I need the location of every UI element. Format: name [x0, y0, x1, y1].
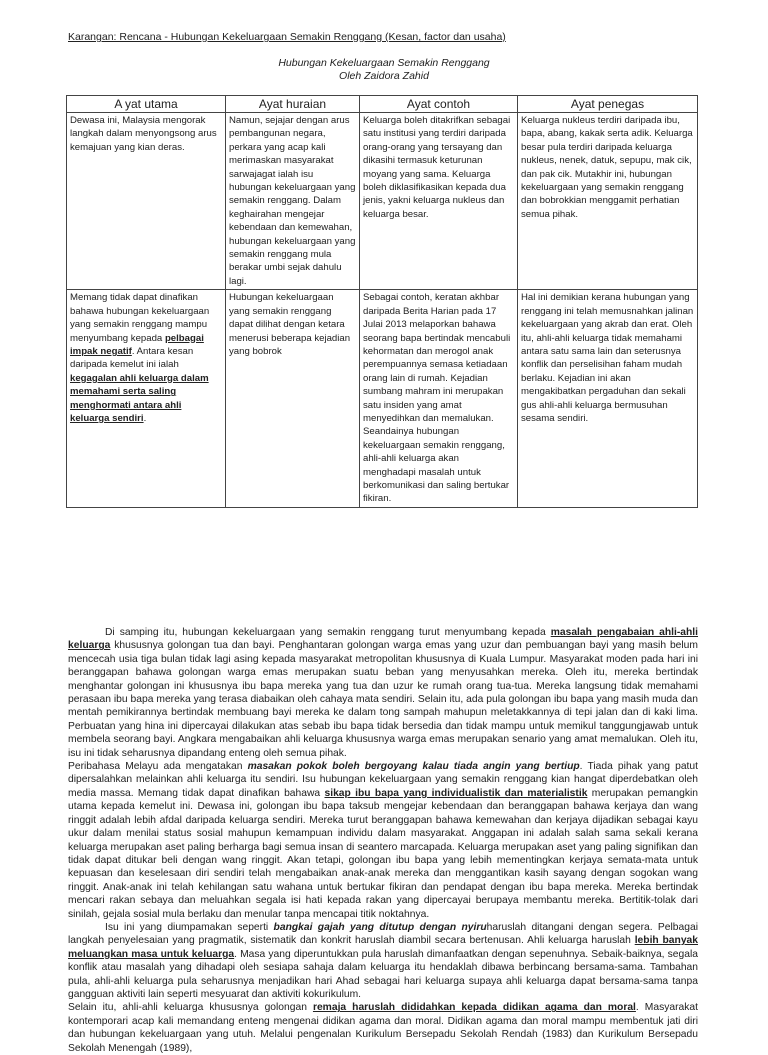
key-phrase: remaja haruslah dididahkan kepada didikan agama dan moral: [312, 1002, 636, 1014]
essay-body: [68, 626, 698, 1055]
table-row: [67, 113, 698, 290]
text-run: .: [143, 412, 147, 424]
essay-paragraph: [68, 1001, 698, 1055]
key-phrase: kegagalan ahli keluarga dalam memahami serta saling menghormati antara ahli keluarga sendiri: [70, 372, 209, 424]
cell-huraian: Hubungan kekeluargaan yang semakin renggang dapat dilihat dengan ketara menerusi beberapa kejadian yang bobrok: [226, 290, 360, 508]
article-title: Hubungan Kekeluargaan Semakin Renggang: [278, 57, 490, 69]
key-phrase: sikap ibu bapa yang individualistik dan materialistik: [324, 787, 588, 799]
text-run: Di samping itu, hubungan kekeluargaan yang semakin renggang turut menyumbang kepada: [105, 627, 551, 638]
table-header-row: [67, 96, 698, 113]
essay-paragraph: [68, 921, 698, 1001]
cell-utama: Dewasa ini, Malaysia mengorak langkah dalam menyongsong arus kemajuan yang kian deras.: [67, 113, 226, 290]
table-row: [67, 290, 698, 508]
text-run: Selain itu, ahli-ahli keluarga khususnya golongan: [68, 1002, 313, 1014]
paragraph-structure-table: [66, 95, 698, 508]
text-run: Isu ini yang diumpamakan seperti: [105, 921, 274, 933]
text-run: khususnya golongan tua dan bayi. Penghantaran golongan warga emas yang uzur dan pembuangan bayi yang masih belum mencecah usia tiga bulan tidak lagi asing kepada masyarakat metropolitan khususnya di Kuala Lumpur. Masyarakat moden pada hari ini beranggapan bahawa golongan warga emas merupakan suatu beban yang menyusahkan mereka. Oleh itu, mereka bertindak menghantar golongan ini khususnya ibu bapa mereka yang tua dan uzur ke rumah orang tua-tua. Mereka langsung tidak memahami perasaan ibu bapa mereka yang terasa diabaikan oleh cahaya mata sendiri. Selain itu, ada pula golongan ibu bapa yang masih muda dan mentah pemikirannya bertindak membuang bayi mereka ke dalam tong sampah mahupun meletakkannya di tepi jalan dan di kaki lima. Perbuatan yang hina ini dipercayai dilakukan atas sebab ibu bapa tidak bersedia dan tidak mampu untuk memikul tanggungjawab untuk membela seorang bayi. Angkara mengabaikan ahli keluarga khususnya warga emas merupakan senario yang amat memalukan. Oleh itu, isu ini tidak seharusnya dipandang enteng oleh semua pihak.: [68, 640, 698, 759]
cell-penegas: Keluarga nukleus terdiri daripada ibu, bapa, abang, kakak serta adik. Keluarga besar pula terdiri daripada keluarga nukleus, nenek, datuk, sepupu, mak cik, dan pak cik. Mutakhir ini, hubungan kekeluargaan yang semakin renggang dan bobrokkian menggamit perhatian semua pihak.: [518, 113, 698, 290]
header-ayat-huraian: Ayat huraian: [226, 96, 360, 113]
text-run: Memang tidak dapat dinafikan bahawa hubungan kekeluargaan yang semakin renggang mampu menyumbang kepada: [70, 292, 210, 344]
proverb: bangkai gajah yang ditutup dengan nyiru: [273, 921, 487, 933]
key-phrase: lebih banyak meluangkan masa untuk keluarga: [68, 935, 699, 960]
cell-utama: [67, 290, 226, 508]
header-ayat-contoh: Ayat contoh: [360, 96, 518, 113]
cell-huraian: Namun, sejajar dengan arus pembangunan negara, perkara yang acap kali merimaskan masyarakat sarwajagat ialah isu hubungan kekeluargaan yang semakin renggang. Dalam keghairahan mengejar kebendaan dan kemewahan, hubungan kekeluargaan yang semakin renggang mula berakar umbi sejak dahulu lagi.: [226, 113, 360, 290]
cell-penegas: Hal ini demikian kerana hubungan yang renggang ini telah memusnahkan jalinan kekeluargaan yang akrab dan erat. Oleh itu, ahli-ahli keluarga tidak memahami antara satu sama lain dan seterusnya konflik dan perselisihan faham mudah berlaku. Kejadian ini akan mengakibatkan pergaduhan dan sekali gus ahli-ahli keluarga bermusuhan sesama sendiri.: [518, 290, 698, 508]
header-ayat-penegas: Ayat penegas: [518, 96, 698, 113]
essay-paragraph: [68, 760, 698, 921]
key-phrase: masalah pengabaian ahli-ahli keluarga: [68, 627, 699, 652]
key-phrase: pelbagai impak negatif: [70, 332, 204, 357]
article-byline: Oleh Zaidora Zahid: [339, 70, 429, 82]
cell-contoh: Sebagai contoh, keratan akhbar daripada Berita Harian pada 17 Julai 2013 melaporkan bahawa seorang bapa bertindak mencabuli kehormatan dan merogol anak perempuannya semasa ketiadaan orang lain di rumah. Kejadian sumbang mahram ini merupakan satu insiden yang amat menyedihkan dan memalukan. Seandainya hubungan kekeluargaan semakin renggang, ahli-ahli keluarga akan menghadapi masalah untuk berkomunikasi dan saling bertukar fikiran.: [360, 290, 518, 508]
text-run: . Masa yang diperuntukkan pula haruslah dimanfaatkan dengan sepenuhnya. Sebaik-baiknya, segala konflik atau masalah yang dihadapi oleh sesiapa sahaja dalam keluarga itu hendaklah dibawa berbincang bersama-sama. Tambahan pula, ahli-ahli keluarga pula seharusnya menjadikan hari Ahad sebagai hari keluarga supaya ahli keluarga dapat bersama-sama tanpa gangguan aktiviti lain seperti mesyuarat dan aktiviti kokurikulum.: [68, 948, 698, 1000]
header-ayat-utama: A yat utama: [67, 96, 226, 113]
text-run: haruslah ditangani dengan segera. Pelbagai langkah penyelesaian yang pragmatik, sistematik dan konkrit haruslah diambil secara bertenusan. Ahli keluarga haruslah: [68, 921, 698, 947]
text-run: Peribahasa Melayu ada mengatakan: [68, 761, 248, 773]
proverb: masakan pokok boleh bergoyang kalau tiada angin yang bertiup: [247, 761, 580, 773]
cell-contoh: Keluarga boleh ditakrifkan sebagai satu institusi yang terdiri daripada orang-orang yang tersayang dan dikasihi termasuk keturunan moyang yang sama. Keluarga boleh diklasifikasikan kepada dua jenis, yakni keluarga nukleus dan keluarga besar.: [360, 113, 518, 290]
text-run: . Masyarakat kontemporari acap kali memandang enteng mengenai didikan agama dan moral. Didikan agama dan moral mampu membentuk jati diri dan hubungan kekeluargaan yang utuh. Melalui pengenalan Kurikulum Bersepadu Sekolah Rendah (1983) dan Kurikulum Bersepadu Sekolah Menengah (1989),: [68, 1002, 699, 1054]
text-run: . Tiada pihak yang patut dipersalahkan melainkan ahli keluarga itu sendiri. Isu hubungan kekeluargaan yang semakin renggang kian hangat diperdebatkan oleh media massa. Memang tidak dapat dinafikan bahawa: [68, 761, 698, 799]
text-run: merupakan pemangkin utama kepada kemelut ini. Dewasa ini, golongan ibu bapa taksub mengejar kebendaan dan beranggapan bahawa kerjaya dan wang ringgit adalah lebih afdal daripada keluarga sendiri. Mereka turut beranggapan bahawa kemewahan dan kerjaya dijadikan sebagai kayu ukur dalam menilai status sosial mahupun kemampuan individu dalam masyarakat. Anggapan ini adalah salah sama sekali kerana keluarga merupakan aset paling berharga bagi semua insan di seantero marcapada. Keluarga merupakan aset yang paling signifikan dan tidak dapat ditukar beli dengan wang ringgit. Akan tetapi, golongan ibu bapa yang lebih mementingkan kerjaya semata-mata untuk kepuasan dan keselesaan diri sendiri telah mengabaikan anak-anak mereka dan menggantikan kasih sayang dengan sogokan wang ringgit. Anak-anak ini telah kehilangan satu wahana untuk bertukar fikiran dan pendapat dengan ibu bapa mereka. Mereka bertindak mencari rakan sebaya dan meluahkan segala isi hati kepada rakan yang dipercayai berupaya membantu mereka. Bertitik-tolak dari sinilah, gejala sosial mula berlaku dan menular tanpa mencapai titik noktahnya.: [68, 787, 698, 920]
essay-paragraph: [68, 626, 698, 760]
document-title: Karangan: Rencana - Hubungan Kekeluargaan Semakin Renggang (Kesan, factor dan usaha): [68, 31, 506, 43]
text-run: . Antara kesan daripada kemelut ini ialah: [70, 345, 194, 371]
